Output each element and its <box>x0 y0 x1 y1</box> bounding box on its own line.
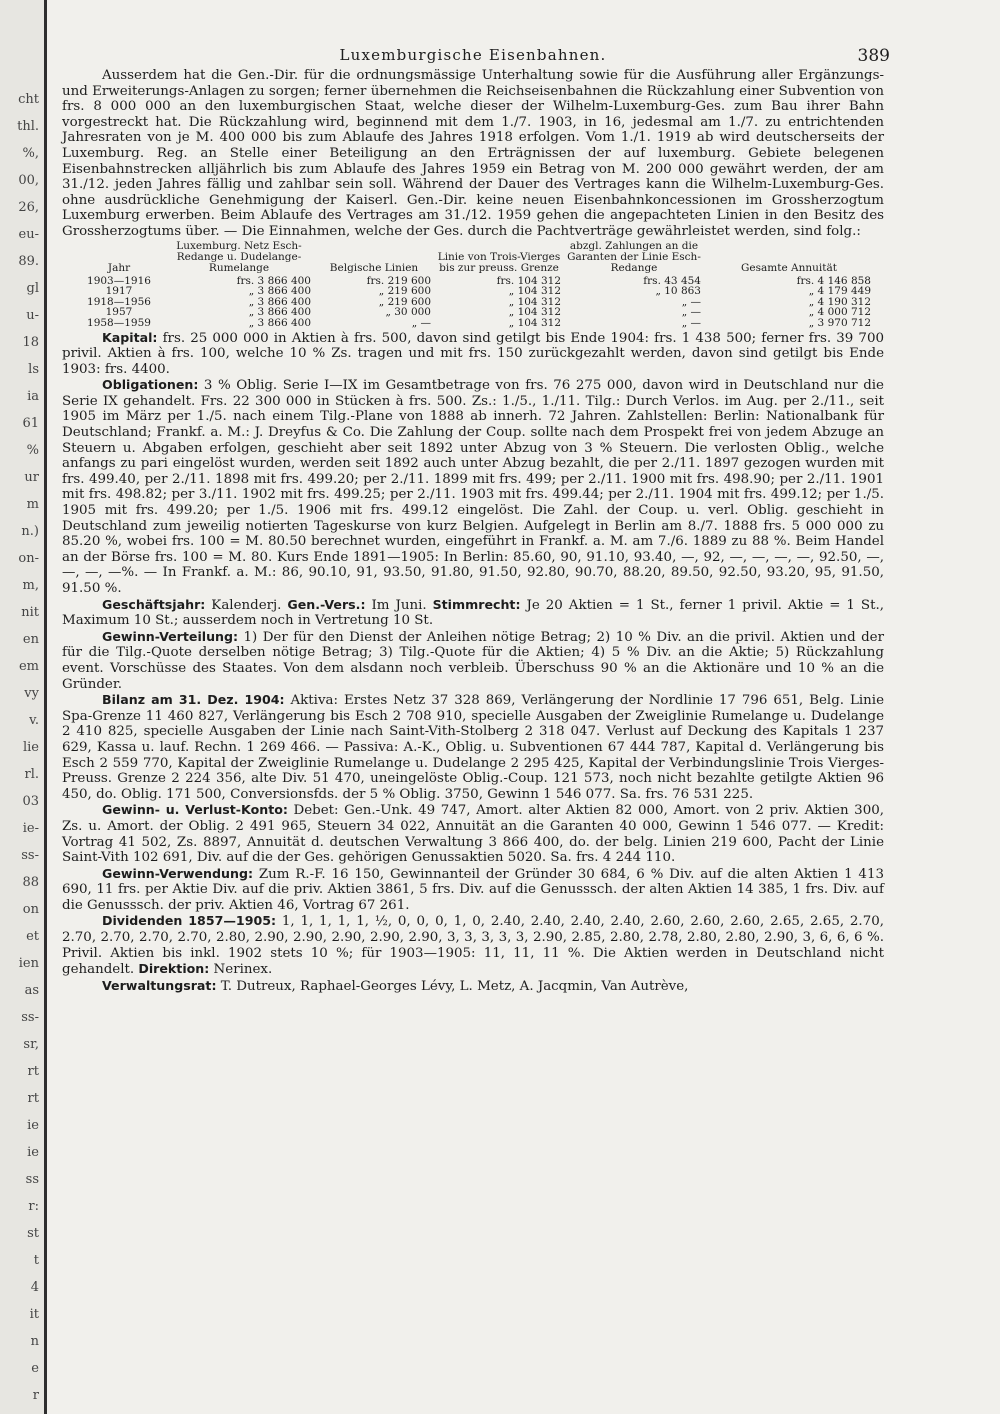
gutter-fragment: 03 <box>22 794 39 809</box>
section-label: Verwaltungsrat: <box>102 977 217 993</box>
section-text: Je 20 Aktien = 1 St., ferner 1 privil. Aktie = 1 St., Maximum 10 St.; ausserdem noch in Vertretung 10 St. <box>62 597 884 629</box>
table-cell: „ 4 190 312 <box>808 295 871 308</box>
gutter-fragment: lie <box>22 740 39 755</box>
gutter-fragment: r: <box>28 1199 39 1214</box>
table-header: abzgl. Zahlungen an die Garanten der Linie Esch-Redange <box>567 239 701 274</box>
table-cell: „ 3 866 400 <box>248 306 311 319</box>
table-cell: 1917 <box>105 285 133 298</box>
gutter-fragment: v. <box>29 713 39 728</box>
page <box>62 28 890 994</box>
table-cell: „ 104 312 <box>508 285 561 298</box>
table-cell: „ 3 866 400 <box>248 316 311 329</box>
page-header <box>62 28 890 68</box>
gutter-fragment: gl <box>26 281 39 296</box>
gutter-fragment: em <box>18 659 39 674</box>
board-section <box>62 978 884 995</box>
capital-section <box>62 330 884 378</box>
balance-sheet-section <box>62 692 884 802</box>
table-row <box>74 297 874 308</box>
table-cell: 1903—1916 <box>87 274 151 287</box>
gutter-fragment: 26, <box>18 200 39 215</box>
gutter-fragment: ur <box>24 470 39 485</box>
table-row <box>74 286 874 297</box>
profit-loss-section <box>62 802 884 865</box>
gutter-fragment: cht <box>18 92 39 107</box>
gutter-fragment: eu- <box>18 227 39 242</box>
section-text: T. Dutreux, Raphael-Georges Lévy, L. Metz, A. Jacqmin, Van Autrève, <box>216 978 689 994</box>
section-text: 1, 1, 1, 1, 1, ½, 0, 0, 0, 1, 0, 2.40, 2.40, 2.40, 2.40, 2.60, 2.60, 2.60, 2.65, 2.65, 2.70, 2.70, 2.70, 2.70, 2.70, 2.80, 2.90, 2.90, 2.90, 2.90, 2.90, 3, 3, 3, 3, 3, 2.90, 2.85, 2.80, 2.78, 2.80, 2.80, 2.90, 3, 6, 6, 6 %. Privil. Aktien bis inkl. 1902 stets 10 %; für 1903—1905: 11, 11, 11 %. Die Aktien werden in Deutschland nicht gehandelt. <box>62 914 884 978</box>
gutter-fragment: as <box>24 983 39 998</box>
table-row <box>74 318 874 329</box>
table-cell: frs. 43 454 <box>643 274 701 287</box>
gutter-fragment: 00, <box>18 173 39 188</box>
section-text: frs. 25 000 000 in Aktien à frs. 500, davon sind getilgt bis Ende 1904: frs. 1 438 500; ferner frs. 39 700 privil. Aktien à frs. 100, welche 10 % Zs. tragen und mit frs. 150 zurückgezahlt werden, davon sind getilgt bis Ende 1903: frs. 4400. <box>62 330 884 377</box>
gutter-fragment: thl. <box>17 119 39 134</box>
gutter-fragment: on- <box>18 551 39 566</box>
table-header: Luxemburg. Netz Esch-Redange u. Dudelange-Rumelange <box>176 239 302 274</box>
running-head: Luxemburgische Eisenbahnen. <box>339 46 607 64</box>
gutter-fragment: t <box>33 1253 39 1268</box>
gutter-fragment: u- <box>26 308 39 323</box>
table-header: Linie von Trois-Vierges bis zur preuss. Grenze <box>437 250 561 274</box>
section-label: Dividenden 1857—1905: <box>102 913 277 929</box>
section-label: Gen.-Vers.: <box>287 596 366 612</box>
table-cell: „ 4 000 712 <box>808 306 871 319</box>
table-cell: „ 10 863 <box>655 285 701 298</box>
section-label: Gewinn-Verteilung: <box>102 628 239 644</box>
annuity-table-wrapper <box>74 241 884 329</box>
page-number: 389 <box>857 46 890 66</box>
gutter-fragment: m, <box>22 578 39 593</box>
section-text: Aktiva: Erstes Netz 37 328 869, Verlängerung der Nordlinie 17 796 651, Belg. Linie Spa-Grenze 11 460 827, Verlängerung bis Esch 2 708 910, specielle Ausgaben der Zweiglinie Rumelange u. Dudelange 2 410 825, specielle Ausgaben der Linie nach Saint-Vith-Stolberg 2 318 047. Verlust auf Deckung des Kapitals 1 237 629, Kassa u. lauf. Rechn. 1 269 466. — Passiva: A.-K., Oblig. u. Subventionen 67 444 787, Kapital d. Verlängerung bis Esch 2 559 770, Kapital der Zweiglinie Rumelange u. Dudelange 2 295 425, Kapital der Verbindungslinie Trois Vierges-Preuss. Grenze 2 224 356, alte Div. 51 470, uneingelöste Oblig.-Coup. 121 573, noch nicht bezahlte getilgte Aktien 96 450, do. Oblig. 171 500, Conversionsfds. der 5 % Oblig. 3750, Gewinn 1 546 077. Sa. frs. 76 531 225. <box>62 693 884 802</box>
gutter-fragment: rl. <box>24 767 39 782</box>
fiscal-year-section <box>62 597 884 629</box>
gutter-fragment: 88 <box>22 875 39 890</box>
section-text: Zum R.-F. 16 150, Gewinnanteil der Gründer 30 684, 6 % Div. auf die alten Aktien 1 413 690, 11 frs. per Aktie Div. auf die priv. Aktien 3861, 5 frs. Div. auf die Genusssch. der alten Aktien 14 385, 1 frs. Div. auf die Genusssch. der priv. Aktien 46, Vortrag 67 261. <box>62 866 884 913</box>
gutter-fragment: ss- <box>21 848 39 863</box>
table-cell: „ — <box>681 316 701 329</box>
table-row <box>74 307 874 318</box>
table-header: Jahr <box>107 261 131 274</box>
table-cell: „ 3 970 712 <box>808 316 871 329</box>
gutter-fragment: rt <box>27 1064 39 1079</box>
section-text: 1) Der für den Dienst der Anleihen nötige Betrag; 2) 10 % Div. an die privil. Aktien und der für die Tilg.-Quote derselben nötige Betrag; 3) Tilg.-Quote für die Aktien; 4) 5 % Div. an die Aktie; 5) Rückzahlung event. Vorschüsse des Staates. Von dem alsdann noch verbleib. Überschuss 90 % an die Aktionäre und 10 % an die Gründer. <box>62 629 884 692</box>
gutter-fragment: 61 <box>22 416 39 431</box>
gutter-fragment: 89. <box>18 254 39 269</box>
table-cell: 1918—1956 <box>87 295 151 308</box>
table-header-row <box>74 241 874 276</box>
table-cell: „ 3 866 400 <box>248 285 311 298</box>
section-text: 3 % Oblig. Serie I—IX im Gesamtbetrage von frs. 76 275 000, davon wird in Deutschland nur die Serie IX gehandelt. Frs. 22 300 000 in Stücken à frs. 500. Zs.: 1./5., 1./11. Tilg.: Durch Verlos. im Aug. per 2./11., seit 1905 im März per 1./5. nach einem Tilg.-Plane von 1888 ab innerh. 72 Jahren. Zahlstellen: Berlin: Nationalbank für Deutschland; Frankf. a. M.: J. Dreyfus & Co. Die Zahlung der Coup. sollte nach dem Prospekt frei von jedem Abzuge an Steuern u. Abgaben erfolgen, geschieht aber seit 1892 unter Abzug von 3 % Steuern. Die verlosten Oblig., welche anfangs zu pari eingelöst wurden, werden seit 1892 auch unter Abzug bezahlt, die per 2./11. 1897 gezogen wurden mit frs. 499.40, per 2./11. 1898 mit frs. 499.20; per 2./11. 1899 mit frs. 499; per 2./11. 1900 mit frs. 498.90; per 2./11. 1901 mit frs. 498.82; per 3./11. 1902 mit frs. 499.25; per 2./11. 1903 mit frs. 499.44; per 2./11. 1904 mit frs. 499.12; per 1./5. 1905 mit frs. 499.20; per 1./5. 1906 mit frs. 499.12 eingelöst. Die Zahl. der Coup. u. verl. Oblig. geschieht in Deutschland zum jeweilig notierten Tageskurse von kurz Belgien. Aufgelegt in Berlin am 8./7. 1888 frs. 5 000 000 zu 85.20 %, wobei frs. 100 = M. 80.50 berechnet wurden, eingeführt in Frankf. a. M. am 7./6. 1889 zu 88 %. Beim Handel an der Börse frs. 100 = M. 80. Kurs Ende 1891—1905: In Berlin: 85.60, 90, 91.10, 93.40, —, 92, —, —, —, —, 92.50, —, —, —, —%. — In Frankf. a. M.: 86, 90.10, 91, 93.50, 91.80, 91.50, 92.80, 90.70, 88.20, 89.50, 92.50, 93.20, 95, 91.50, 91.50 %. <box>62 378 884 596</box>
gutter-fragment: %, <box>22 146 39 161</box>
gutter-fragment: vy <box>24 686 39 701</box>
table-cell: frs. 219 600 <box>366 274 431 287</box>
article-body <box>62 68 884 994</box>
table-cell: „ 219 600 <box>378 285 431 298</box>
gutter-fragment: ss <box>25 1172 39 1187</box>
gutter-fragment: n <box>30 1334 39 1349</box>
table-cell: 1958—1959 <box>87 316 151 329</box>
gutter-fragment: n.) <box>21 524 39 539</box>
section-text: Nerinex. <box>209 962 273 978</box>
gutter-fragment: en <box>22 632 39 647</box>
section-label: Gewinn-Verwendung: <box>102 865 254 881</box>
bonds-section <box>62 377 884 596</box>
gutter-fragment: ia <box>27 389 39 404</box>
section-label: Obligationen: <box>102 377 199 393</box>
section-label: Bilanz am 31. Dez. 1904: <box>102 692 285 708</box>
gutter-fragment: et <box>26 929 39 944</box>
gutter-fragment: ie <box>27 1118 39 1133</box>
gutter-fragment: on <box>22 902 39 917</box>
table-cell: „ 104 312 <box>508 295 561 308</box>
table-cell: „ 219 600 <box>378 295 431 308</box>
section-text: Kalenderj. <box>205 597 288 613</box>
previous-page-gutter <box>0 0 47 1414</box>
gutter-fragment: it <box>29 1307 39 1322</box>
gutter-fragment: 4 <box>30 1280 39 1295</box>
table-row <box>74 276 874 287</box>
gutter-fragment: sr, <box>23 1037 39 1052</box>
table-cell: frs. 104 312 <box>496 274 561 287</box>
section-label: Direktion: <box>138 961 210 977</box>
profit-distribution-section <box>62 629 884 692</box>
gutter-fragment: ie- <box>22 821 39 836</box>
table-cell: „ — <box>681 295 701 308</box>
table-cell: „ 4 179 449 <box>808 285 871 298</box>
section-text: Im Juni. <box>365 597 433 613</box>
gutter-fragment: nit <box>21 605 39 620</box>
section-label: Stimmrecht: <box>432 596 521 612</box>
gutter-fragment: 18 <box>22 335 39 350</box>
dividends-section <box>62 913 884 977</box>
gutter-fragment: ls <box>28 362 39 377</box>
table-cell: „ 30 000 <box>385 306 431 319</box>
gutter-fragment: ie <box>27 1145 39 1160</box>
section-label: Geschäftsjahr: <box>102 596 206 612</box>
table-cell: „ — <box>681 306 701 319</box>
section-text: Debet: Gen.-Unk. 49 747, Amort. alter Aktien 82 000, Amort. von 2 priv. Aktien 300, Zs. u. Amort. der Oblig. 2 491 965, Steuern 34 022, Annuität an die Garanten 40 000, Gewinn 1 546 077. — Kredit: Vortrag 41 502, Zs. 8897, Annuität d. deutschen Verwaltung 3 866 400, do. der belg. Linien 219 600, Pacht der Linie Saint-Vith 102 691, Div. auf die der Ges. gehörigen Genussaktien 5020. Sa. frs. 4 244 110. <box>62 803 884 866</box>
section-label: Kapital: <box>102 329 158 345</box>
gutter-fragment: % <box>26 443 39 458</box>
gutter-fragment: ss- <box>21 1010 39 1025</box>
gutter-fragment: rt <box>27 1091 39 1106</box>
table-header: Belgische Linien <box>329 261 419 274</box>
gutter-fragment: m <box>26 497 39 512</box>
table-cell: „ 104 312 <box>508 316 561 329</box>
intro-paragraph: Ausserdem hat die Gen.-Dir. für die ordnungsmässige Unterhaltung sowie für die Ausführung aller Ergänzungs- und Erweiterungs-Anlagen zu sorgen; ferner übernehmen die Reichseisenbahnen die Rückzahlung einer Subvention von frs. 8 000 000 an den luxemburgischen Staat, welche dieser der Wilhelm-Luxemburg-Ges. zum Bau ihrer Bahn vorgestreckt hat. Die Rückzahlung wird, beginnend mit dem 1./7. 1903, in 16, jedesmal am 1./7. zu entrichtenden Jahresraten von je M. 400 000 bis zum Ablaufe des Jahres 1918 erfolgen. Vom 1./1. 1919 ab wird deutscherseits der Luxemburg. Reg. an Stelle einer Beteiligung an den Erträgnissen der auf luxemburg. Gebiete belegenen Eisenbahnstrecken alljährlich bis zum Ablaufe des Jahres 1959 ein Betrag von M. 200 000 gewährt werden, der am 31./12. jeden Jahres fällig und zahlbar sein soll. Während der Dauer des Vertrages kann die Wilhelm-Luxemburg-Ges. ohne ausdrückliche Genehmigung der Kaiserl. Gen.-Dir. keine neuen Eisenbahnkoncessionen im Grossherzogtum Luxemburg erwerben. Beim Ablaufe des Vertrages am 31./12. 1959 gehen die angepachteten Linien in den Besitz des Grossherzogtums über. — Die Einnahmen, welche der Ges. durch die Pachtverträge gewährleistet werden, sind folg.: <box>62 68 884 239</box>
table-cell: „ 104 312 <box>508 306 561 319</box>
annuity-table <box>74 241 874 329</box>
table-cell: „ — <box>411 316 431 329</box>
table-header: Gesamte Annuität <box>741 261 837 274</box>
gutter-fragment: st <box>27 1226 39 1241</box>
profit-use-section <box>62 866 884 914</box>
table-cell: „ 3 866 400 <box>248 295 311 308</box>
gutter-fragment: r <box>32 1388 39 1403</box>
table-cell: frs. 4 146 858 <box>796 274 871 287</box>
section-label: Gewinn- u. Verlust-Konto: <box>102 802 288 818</box>
gutter-fragment: ien <box>18 956 39 971</box>
gutter-fragment: e <box>31 1361 39 1376</box>
table-cell: 1957 <box>105 306 133 319</box>
table-cell: frs. 3 866 400 <box>236 274 311 287</box>
